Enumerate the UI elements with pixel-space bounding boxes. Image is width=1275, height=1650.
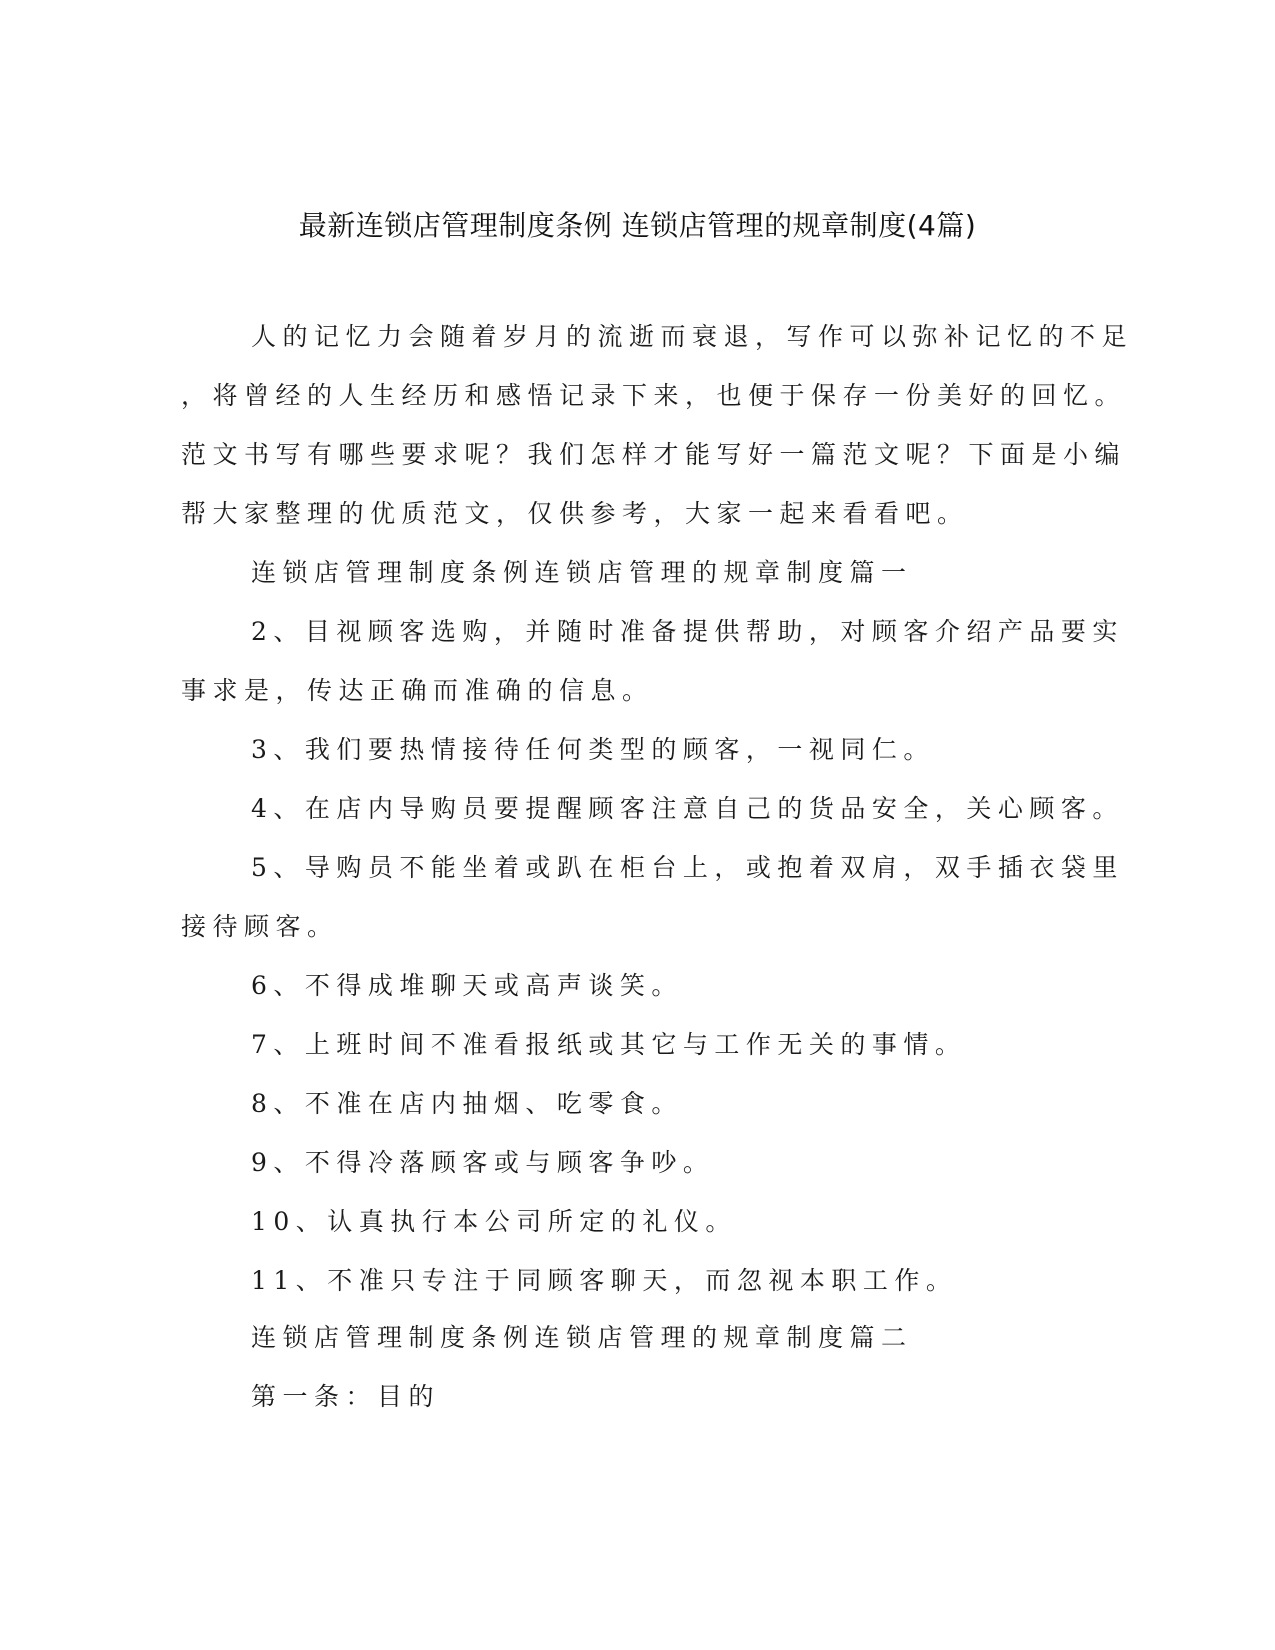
paragraph-line: 帮大家整理的优质范文，仅供参考，大家一起来看看吧。	[181, 499, 969, 528]
paragraph-line: 7、上班时间不准看报纸或其它与工作无关的事情。	[251, 1030, 967, 1059]
paragraph-line: 人的记忆力会随着岁月的流逝而衰退，写作可以弥补记忆的不足	[251, 322, 1134, 351]
paragraph-line: ，将曾经的人生经历和感悟记录下来，也便于保存一份美好的回忆。	[181, 381, 1127, 410]
paragraph-line: 10、认真执行本公司所定的礼仪。	[251, 1207, 737, 1236]
document-title: 最新连锁店管理制度条例 连锁店管理的规章制度(4篇)	[298, 209, 977, 242]
paragraph-line: 接待顾客。	[181, 912, 339, 941]
paragraph-line: 第一条：目的	[251, 1382, 441, 1411]
paragraph-line: 6、不得成堆聊天或高声谈笑。	[251, 971, 683, 1000]
paragraph-line: 8、不准在店内抽烟、吃零食。	[251, 1089, 683, 1118]
paragraph-line: 3、我们要热情接待任何类型的顾客，一视同仁。	[251, 735, 935, 764]
paragraph-line: 事求是，传达正确而准确的信息。	[181, 676, 654, 705]
paragraph-line: 11、不准只专注于同顾客聊天，而忽视本职工作。	[251, 1266, 958, 1295]
paragraph-line: 4、在店内导购员要提醒顾客注意自己的货品安全，关心顾客。	[251, 794, 1124, 823]
section-heading: 连锁店管理制度条例连锁店管理的规章制度篇二	[251, 1323, 913, 1352]
paragraph-line: 2、目视顾客选购，并随时准备提供帮助，对顾客介绍产品要实	[251, 617, 1124, 646]
paragraph-line: 范文书写有哪些要求呢？我们怎样才能写好一篇范文呢？下面是小编	[181, 440, 1127, 469]
paragraph-line: 5、导购员不能坐着或趴在柜台上，或抱着双肩，双手插衣袋里	[251, 853, 1124, 882]
section-heading: 连锁店管理制度条例连锁店管理的规章制度篇一	[251, 558, 913, 587]
paragraph-line: 9、不得冷落顾客或与顾客争吵。	[251, 1148, 715, 1177]
